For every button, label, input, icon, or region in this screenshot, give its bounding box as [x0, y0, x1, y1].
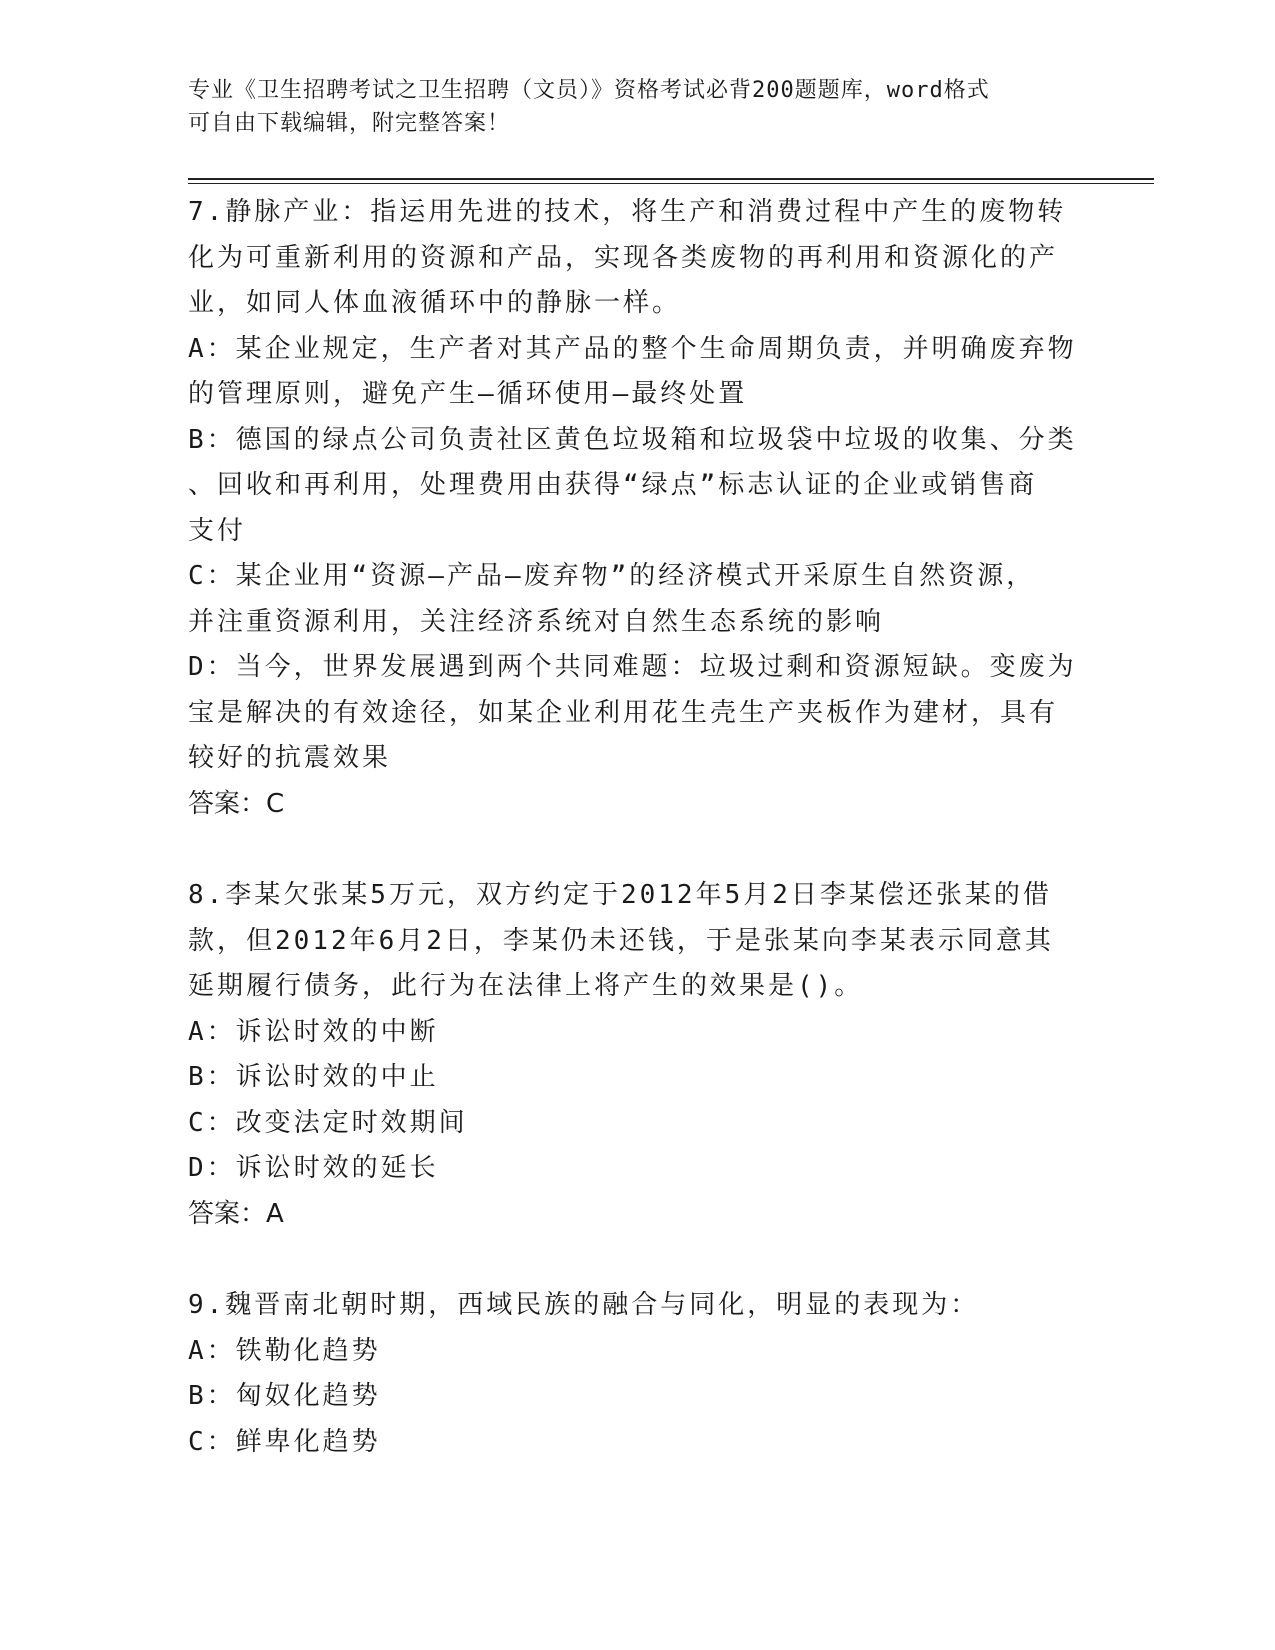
question-9-option-c: C：鲜卑化趋势: [188, 1426, 381, 1457]
question-8-option-a: A：诉讼时效的中断: [188, 1016, 439, 1047]
question-8: [188, 873, 1088, 1237]
question-9-stem: 9.魏晋南北朝时期，西域民族的融合与同化，明显的表现为：: [188, 1290, 980, 1320]
header-line-2: 可自由下载编辑，附完整答案！: [188, 111, 511, 136]
question-8-answer: 答案：A: [188, 1198, 284, 1229]
question-7-option-b-line-3: 支付: [188, 515, 247, 546]
question-9-option-a: A：铁勒化趋势: [188, 1335, 381, 1366]
question-8-option-d: D：诉讼时效的延长: [188, 1153, 439, 1183]
question-7-option-d-line-1: D：当今，世界发展遇到两个共同难题：垃圾过剩和资源短缺。变废为: [188, 652, 1077, 682]
question-8-stem-line-2: 款，但2012年6月2日，李某仍未还钱，于是张某向李某表示同意其: [188, 925, 1054, 956]
question-8-stem-line-3: 延期履行债务，此行为在法律上将产生的效果是()。: [188, 971, 864, 1001]
header-rule-thin: [188, 183, 1154, 184]
question-7-answer: 答案：C: [188, 788, 285, 819]
question-9: [188, 1283, 1088, 1465]
question-7-option-a-line-2: 的管理原则，避免产生—循环使用—最终处置: [188, 379, 748, 409]
document-body: [188, 190, 1088, 1465]
header-line-1: 专业《卫生招聘考试之卫生招聘（文员）》资格考试必背200题题库，word格式: [188, 78, 990, 103]
question-7-stem-line-1: 7.静脉产业：指运用先进的技术，将生产和消费过程中产生的废物转: [188, 197, 1067, 227]
header-rule-thick: [188, 178, 1154, 180]
question-7-option-b-line-1: B：德国的绿点公司负责社区黄色垃圾箱和垃圾袋中垃圾的收集、分类: [188, 424, 1077, 455]
question-7-stem-line-2: 化为可重新利用的资源和产品，实现各类废物的再利用和资源化的产: [188, 242, 1059, 273]
spacer: [188, 827, 1088, 873]
question-7-option-a-line-1: A：某企业规定，生产者对其产品的整个生命周期负责，并明确废弃物: [188, 333, 1077, 364]
question-8-option-b: B：诉讼时效的中止: [188, 1062, 439, 1092]
question-7-option-c-line-2: 并注重资源利用，关注经济系统对自然生态系统的影响: [188, 606, 885, 637]
question-7: [188, 190, 1088, 827]
question-7-option-d-line-2: 宝是解决的有效途径，如某企业利用花生壳生产夹板作为建材，具有: [188, 697, 1059, 728]
spacer: [188, 1237, 1088, 1283]
question-7-option-d-line-3: 较好的抗震效果: [188, 743, 392, 773]
document-header: [188, 74, 1088, 140]
question-8-stem-line-1: 8.李某欠张某5万元，双方约定于2012年5月2日李某偿还张某的借: [188, 880, 1052, 910]
question-7-option-b-line-2: 、回收和再利用，处理费用由获得“绿点”标志认证的企业或销售商: [188, 470, 1038, 500]
question-8-option-c: C：改变法定时效期间: [188, 1107, 468, 1138]
question-7-stem-line-3: 业，如同人体血液循环中的静脉一样。: [188, 288, 682, 318]
question-7-option-c-line-1: C：某企业用“资源—产品—废弃物”的经济模式开采原生自然资源，: [188, 561, 1036, 591]
question-9-option-b: B：匈奴化趋势: [188, 1381, 381, 1411]
